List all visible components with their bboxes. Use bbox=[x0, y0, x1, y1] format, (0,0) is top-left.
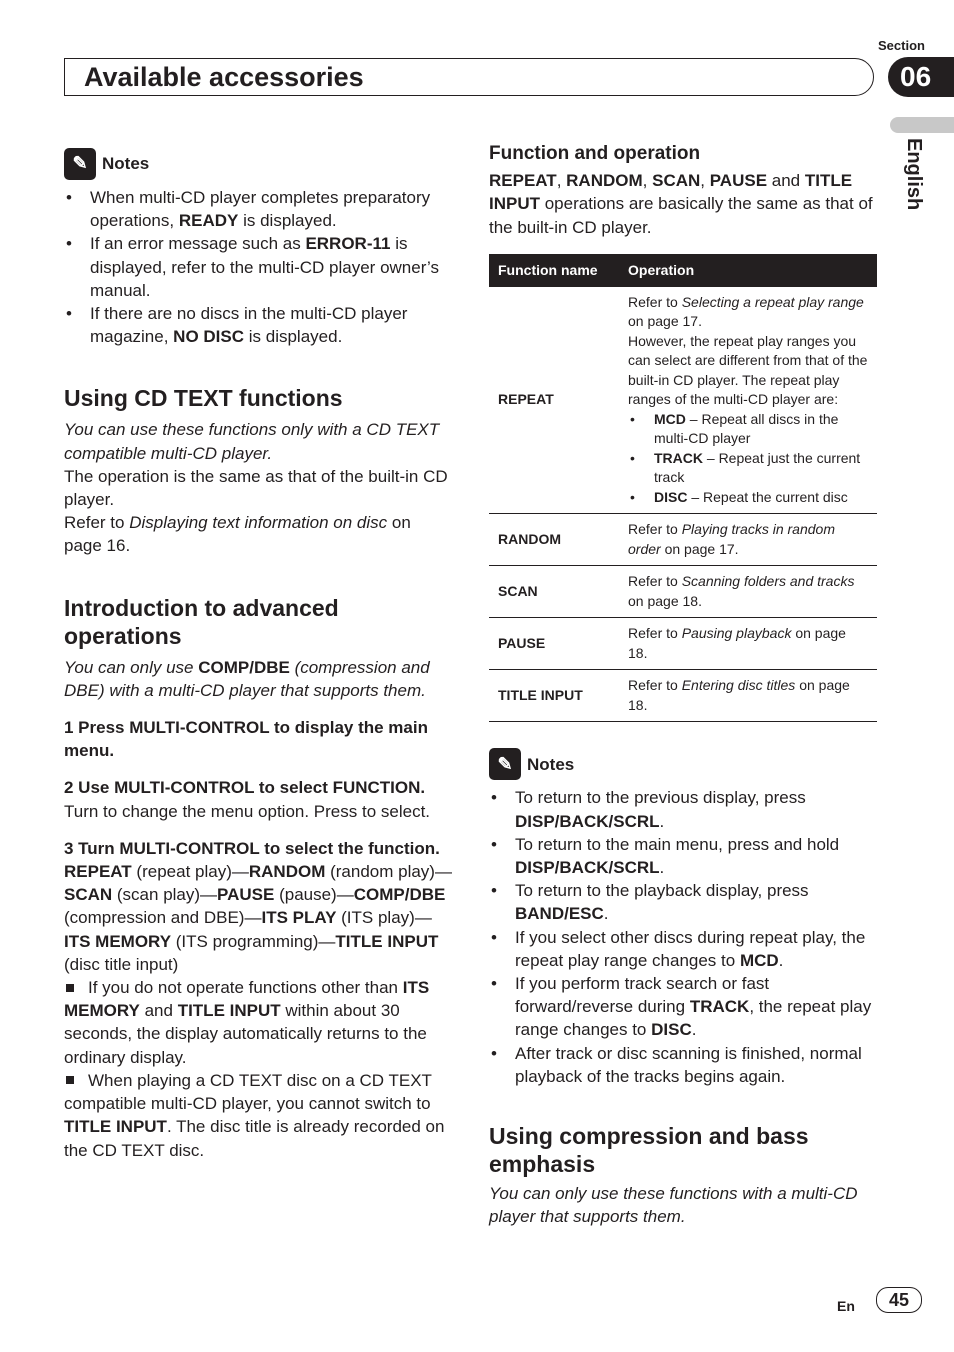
table-row: REPEAT Refer to Selecting a repeat play range on page 17. However, the repeat play ranges you can select are different from that of the built-in CD player. The repeat play ranges of the multi-CD player are: • MCD – Repeat all discs in the multi-CD player • TRACK – Repeat just the current track • DISC – Repeat the current disc bbox=[489, 287, 877, 514]
section-label: Section bbox=[878, 38, 925, 53]
intro-heading: Introduction to advanced operations bbox=[64, 594, 339, 649]
step-3-note-2: When playing a CD TEXT disc on a CD TEXT compatible multi-CD player, you cannot switch to TITLE INPUT. The disc title is already recorded on the CD TEXT disc. bbox=[64, 1070, 445, 1160]
step-3: 3 Turn MULTI-CONTROL to select the function. bbox=[64, 838, 440, 858]
cd-text-ref: Refer to Displaying text information on disc on page 16. bbox=[64, 513, 411, 556]
cd-text-heading: Using CD TEXT functions bbox=[64, 385, 343, 412]
right-column bbox=[489, 142, 877, 1228]
page-number: 45 bbox=[876, 1287, 922, 1313]
compression-heading: Using compression and bass emphasis bbox=[489, 1122, 809, 1177]
step-3-body: REPEAT (repeat play)—RANDOM (random play)—SCAN (scan play)—PAUSE (pause)—COMP/DBE (compression and DBE)—ITS PLAY (ITS play)—ITS MEMORY (ITS programming)—TITLE INPUT (disc title input) bbox=[64, 862, 452, 974]
list-item: • TRACK – Repeat just the current track bbox=[628, 449, 868, 488]
list-item: • After track or disc scanning is finished, normal playback of the tracks begins again. bbox=[489, 1042, 877, 1088]
square-bullet-icon bbox=[66, 984, 74, 992]
step-3-note-1: If you do not operate functions other than ITS MEMORY and TITLE INPUT within about 30 seconds, the display automatically returns to the ordinary display. bbox=[64, 978, 430, 1067]
list-item: • MCD – Repeat all discs in the multi-CD player bbox=[628, 410, 868, 449]
function-operation-text: REPEAT, RANDOM, SCAN, PAUSE and TITLE INPUT operations are basically the same as that of the built-in CD player. bbox=[489, 171, 873, 237]
notes-header bbox=[489, 748, 877, 780]
list-item: • To return to the playback display, press BAND/ESC. bbox=[489, 879, 877, 925]
page-title: Available accessories bbox=[84, 62, 364, 92]
language-tab bbox=[890, 117, 954, 133]
list-item: • If there are no discs in the multi-CD player magazine, NO DISC is displayed. bbox=[64, 302, 452, 348]
list-item: • If you select other discs during repeat play, the repeat play range changes to MCD. bbox=[489, 926, 877, 972]
notes-title: Notes bbox=[102, 154, 150, 174]
list-item: • To return to the previous display, press DISP/BACK/SCRL. bbox=[489, 786, 877, 832]
table-header-function: Function name bbox=[489, 254, 619, 287]
cd-text-intro: You can use these functions only with a CD TEXT compatible multi-CD player. bbox=[64, 420, 440, 463]
function-table bbox=[489, 254, 877, 723]
compression-intro: You can only use these functions with a multi-CD player that supports them. bbox=[489, 1183, 858, 1227]
notes-list bbox=[64, 186, 452, 348]
intro-text: You can only use COMP/DBE (compression and DBE) with a multi-CD player that supports them. bbox=[64, 657, 430, 700]
list-item: • When multi-CD player completes preparatory operations, READY is displayed. bbox=[64, 186, 452, 232]
list-item: • If you perform track search or fast forward/reverse during TRACK, the repeat play range changes to DISC. bbox=[489, 972, 877, 1042]
step-2-body: Turn to change the menu option. Press to select. bbox=[64, 801, 431, 821]
left-column bbox=[64, 148, 452, 1162]
notes-header bbox=[64, 148, 452, 180]
pencil-icon: ✎ bbox=[64, 148, 96, 180]
footer-language: En bbox=[837, 1298, 855, 1314]
step-1: 1 Press MULTI-CONTROL to display the main menu. bbox=[64, 718, 428, 761]
table-row: RANDOM Refer to Playing tracks in random order on page 17. bbox=[489, 514, 877, 566]
cd-text-body: The operation is the same as that of the built-in CD player. bbox=[64, 466, 448, 510]
function-operation-heading: Function and operation bbox=[489, 143, 701, 164]
step-2: 2 Use MULTI-CONTROL to select FUNCTION. bbox=[64, 778, 426, 798]
pencil-icon: ✎ bbox=[489, 748, 521, 780]
table-row: SCAN Refer to Scanning folders and tracks on page 18. bbox=[489, 566, 877, 618]
square-bullet-icon bbox=[66, 1076, 74, 1084]
notes-title: Notes bbox=[527, 754, 575, 774]
section-number-badge: 06 bbox=[888, 57, 954, 97]
language-label: English bbox=[903, 138, 925, 211]
notes-list bbox=[489, 786, 877, 1088]
table-row: PAUSE Refer to Pausing playback on page 18. bbox=[489, 618, 877, 670]
list-item: • DISC – Repeat the current disc bbox=[628, 488, 868, 508]
table-header-operation: Operation bbox=[619, 254, 877, 287]
table-row: TITLE INPUT Refer to Entering disc titles on page 18. bbox=[489, 670, 877, 722]
list-item: • To return to the main menu, press and hold DISP/BACK/SCRL. bbox=[489, 833, 877, 879]
list-item: • If an error message such as ERROR-11 is displayed, refer to the multi-CD player owner’s manual. bbox=[64, 232, 452, 302]
